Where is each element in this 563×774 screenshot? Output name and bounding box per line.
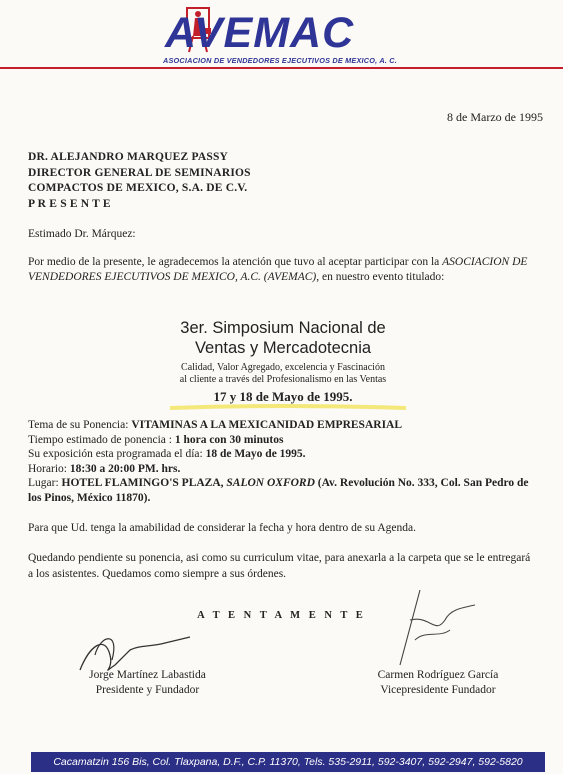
logo-wordmark: AVEMAC xyxy=(165,9,355,57)
closing-paragraph: Quedando pendiente su ponencia, asi como su curriculum vitae, para anexarla a la carpeta que se le entregará a los asistentes. Quedamos como siempre a sus órdenes. xyxy=(28,552,531,580)
recipient-company: COMPACTOS DE MEXICO, S.A. DE C.V. xyxy=(28,182,248,194)
event-subtitle-line1: Calidad, Valor Agregado, excelencia y Fascinación xyxy=(181,362,385,373)
hours-value: 18:30 a 20:00 PM. hrs. xyxy=(69,462,181,475)
letter-date: 8 de Marzo de 1995 xyxy=(447,110,543,124)
event-dates: 17 y 18 de Mayo de 1995. xyxy=(213,389,353,404)
recipient-presente: P R E S E N T E xyxy=(28,197,111,210)
recipient-block xyxy=(28,150,251,212)
logo-tagline: ASOCIACION DE VENDEDORES EJECUTIVOS DE MEXICO, A. C. xyxy=(163,56,397,65)
topic-value: VITAMINAS A LA MEXICANIDAD EMPRESARIAL xyxy=(131,419,403,431)
signatory-right xyxy=(348,668,528,698)
signature-right-icon xyxy=(390,580,480,670)
footer-address-bar: Cacamatzin 156 Bis, Col. Tlaxpana, D.F., C.P. 11370, Tels. 535-2911, 592-3407, 592-2947, 592-5820 xyxy=(31,752,545,772)
schedule-label: Su exposición esta programada el día: xyxy=(28,448,206,460)
talk-details xyxy=(28,418,538,505)
hours-label: Horario: xyxy=(28,462,70,475)
event-block xyxy=(28,318,538,405)
place-hotel: HOTEL FLAMINGO'S PLAZA, xyxy=(61,477,227,489)
place-room: SALON OXFORD xyxy=(226,477,315,489)
time-label: Tiempo estimado de ponencia : xyxy=(28,433,175,446)
intro-text-end: , en nuestro evento titulado: xyxy=(316,271,445,283)
intro-text: Por medio de la presente, le agradecemos la atención que tuvo al aceptar participar con la xyxy=(28,256,440,268)
event-title-line2: Ventas y Mercadotecnia xyxy=(194,339,372,357)
schedule-value: 18 de Mayo de 1995. xyxy=(205,448,306,460)
recipient-name: DR. ALEJANDRO MARQUEZ PASSY xyxy=(28,151,229,163)
highlighter-mark xyxy=(168,400,408,414)
header-rule xyxy=(0,67,563,69)
event-subtitle-line2: al cliente a través del Profesionalismo en las Ventas xyxy=(179,374,387,385)
recipient-title: DIRECTOR GENERAL DE SEMINARIOS xyxy=(28,166,251,179)
agenda-paragraph: Para que Ud. tenga la amabilidad de considerar la fecha y hora dentro de su Agenda. xyxy=(28,522,416,534)
place-address: (Av. Revolución No. 333, Col. San Pedro de los Pinos, México 11870). xyxy=(28,477,529,504)
closing-word: A T E N T A M E N T E xyxy=(197,610,366,621)
signatory-left-title: Presidente y Fundador xyxy=(95,684,200,696)
signatory-right-name: Carmen Rodríguez García xyxy=(377,669,499,681)
place-label: Lugar: xyxy=(28,477,62,489)
time-value: 1 hora con 30 minutos xyxy=(174,433,284,446)
topic-label: Tema de su Ponencia: xyxy=(28,419,132,431)
salutation: Estimado Dr. Márquez: xyxy=(28,228,136,240)
intro-org: ASOCIACION DE VENDEDORES EJECUTIVOS DE MEXICO, A.C. (AVEMAC) xyxy=(28,256,528,283)
event-title-line1: 3er. Simposium Nacional de xyxy=(180,319,386,337)
letterhead xyxy=(0,0,563,72)
signatory-right-title: Vicepresidente Fundador xyxy=(380,684,496,696)
intro-paragraph xyxy=(28,255,538,285)
signatory-left xyxy=(60,668,235,698)
signatory-left-name: Jorge Martínez Labastida xyxy=(89,669,206,681)
